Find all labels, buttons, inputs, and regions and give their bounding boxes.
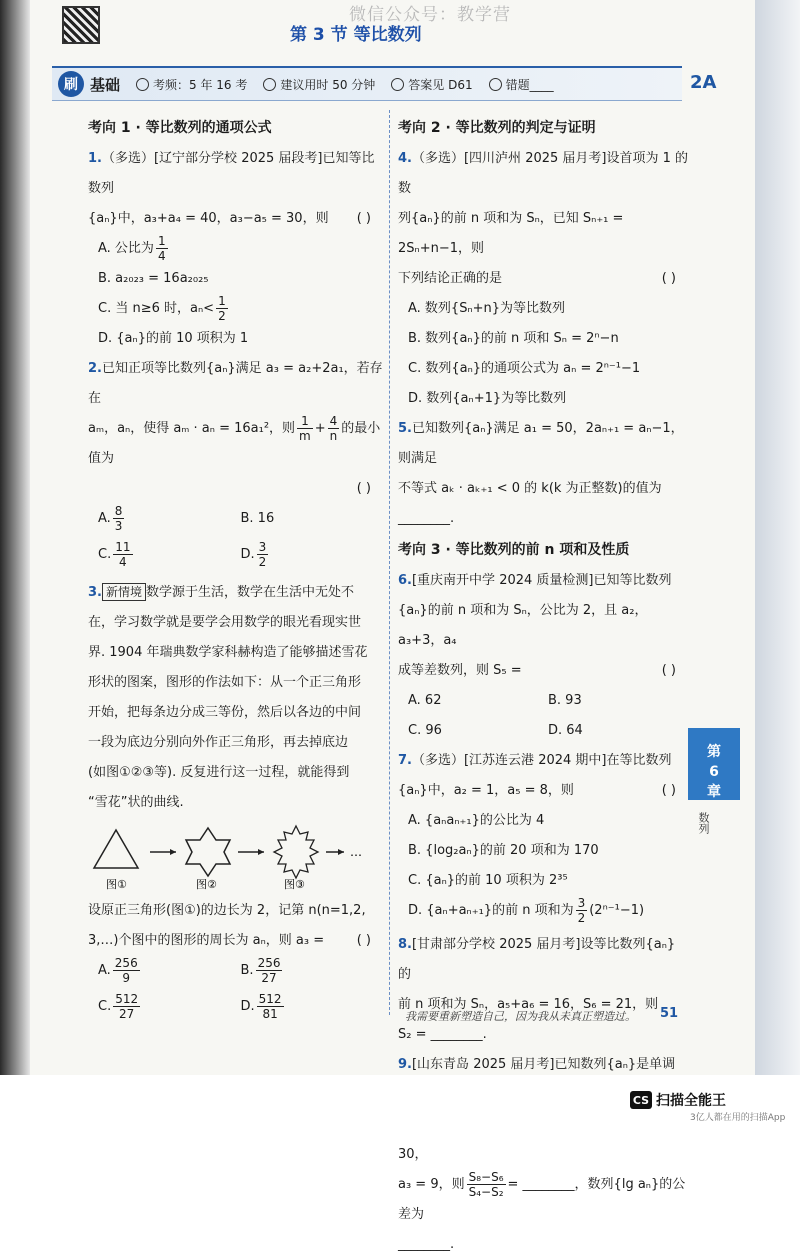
answer-paren: ( ): [356, 211, 371, 226]
option-b: B. {log₂aₙ}的前 20 项和为 170: [408, 843, 599, 858]
option-a: A. 公比为 $\frac{1}{4}$: [98, 234, 166, 263]
suggested-time: 建议用时 50 分钟: [263, 76, 375, 93]
question-text: 3,…)个图中的图形的周长为 aₙ，则 a₃ =: [88, 933, 325, 948]
arrow-head-icon: [170, 849, 176, 855]
question-3: 3. 新情境 数学源于生活，数学在生活中无处不 在，学习数学就是要学会用数学的眼光看现实世 界. 1904 年瑞典数学家科赫构造了能够描述雪花 形状的图案，图形的作法如下：从一个正三角形 开始，把每条边分成三等份，然后以各边的中间 一段为底边分别向外作正三角形，再去掉底边 (如图①②③等). 反复进行这一过程，就能得到 “雪花”状的曲线. … 图① 图② 图③ 设原正三角形(图①)的边长为 2，记第 n(n=1,2, 3,…)个图中的图形的周长为 aₙ，则 a₃ = ( ) A. $\frac{256}{9}$ B. $\frac{256}{27}$ C. $\frac{512}{27}$ D. $\frac{512}{81}$: [88, 578, 383, 1022]
option-c: C. {aₙ}的前 10 项积为 2³⁵: [408, 873, 568, 888]
watermark: 微信公众号：教学营: [349, 5, 511, 25]
question-stem: {aₙ}的前 n 项和为 Sₙ，公比为 2，且 a₂，a₃+3，a₄: [398, 603, 648, 648]
brand-logo: 2A: [690, 72, 717, 93]
topic-heading-1: 考向 1 · 等比数列的通项公式: [88, 120, 272, 136]
option-a: A. $\frac{8}{3}$: [98, 504, 123, 533]
option-b: B. $\frac{256}{27}$: [240, 956, 281, 985]
answer-paren: ( ): [661, 663, 676, 678]
question-7: 7.（多选）[江苏连云港 2024 期中]在等比数列 {aₙ}中，a₂ = 1，a₅ = 8，则 ( ) A. {aₙaₙ₊₁}的公比为 4 B. {log₂aₙ}的前 20 项和为 170 C. {aₙ}的前 10 项积为 2³⁵ D. {aₙ+aₙ₊₁}的前 n 项和为 $\frac{3}{2}$ (2ⁿ⁻¹−1): [398, 746, 688, 926]
arrow-head-icon: [258, 849, 264, 855]
level-label: 基础: [90, 75, 121, 94]
option-d: D. $\frac{3}{2}$: [240, 540, 267, 569]
question-number: 2.: [88, 361, 102, 376]
exercise-header: [52, 66, 682, 101]
option-d: D. 数列{aₙ+1}为等比数列: [408, 391, 567, 406]
topic-heading-3: 考向 3 · 等比数列的前 n 项和及性质: [398, 542, 630, 558]
page-edge: [755, 0, 800, 1075]
ellipsis-label: …: [350, 845, 362, 859]
question-number: 1.: [88, 151, 102, 166]
page-binding-shadow: [0, 0, 30, 1075]
chapter-subtitle: 数列: [697, 812, 710, 834]
answer-blank: ________.: [398, 511, 455, 526]
question-stem: 不等式 aₖ · aₖ₊₁ < 0 的 k(k 为正整数)的值为: [398, 481, 662, 496]
question-stem: （多选）[辽宁部分学校 2025 届段考]已知等比数列: [88, 151, 375, 196]
exam-frequency: 考频：5 年 16 考: [136, 76, 247, 93]
option-c: C. 96: [408, 723, 442, 738]
question-text: 开始，把每条边分成三等份，然后以各边的中间: [88, 705, 362, 720]
question-number: 6.: [398, 573, 412, 588]
chapter-tab: 第 6 章: [688, 728, 740, 800]
question-number: 7.: [398, 753, 412, 768]
fraction: $\frac{1}{4}$: [157, 234, 166, 263]
option-d: D. 64: [548, 723, 583, 738]
answer-paren: ( ): [661, 271, 676, 286]
footer-quote: 我需要重新塑造自己，因为我从未真正塑造过。: [405, 1010, 636, 1023]
koch-snowflake-figures: [88, 822, 383, 892]
option-b: B. 93: [548, 693, 582, 708]
question-6: 6.[重庆南开中学 2024 质量检测]已知等比数列 {aₙ}的前 n 项和为 Sₙ，公比为 2，且 a₂，a₃+3，a₄ 成等差数列，则 S₅ = ( ) A. 62 B. 93 C. 96 D. 64: [398, 566, 688, 746]
figure-1-label: 图①: [106, 878, 127, 891]
option-c: C. 当 n≥6 时，aₙ< $\frac{1}{2}$: [98, 294, 226, 323]
question-stem: 30，: [398, 1147, 428, 1162]
scanner-brand: [630, 1090, 726, 1110]
fraction: $\frac{\text{S₈−S₆}}{\text{S₄−S₂}}$: [468, 1170, 504, 1199]
question-text: (如图①②③等). 反复进行这一过程，就能得到: [88, 765, 350, 780]
answer-paren: ( ): [356, 481, 371, 496]
section-title: 第 3 节 等比数列: [290, 25, 422, 45]
scanner-name: 扫描全能王: [656, 1093, 726, 1109]
option-a: A. 数列{Sₙ+n}为等比数列: [408, 301, 566, 316]
question-5: 5.已知数列{aₙ}满足 a₁ = 50，2aₙ₊₁ = aₙ−1，则满足 不等式 aₖ · aₖ₊₁ < 0 的 k(k 为正整数)的值为 ________.: [398, 414, 688, 534]
question-stem: 列{aₙ}的前 n 项和为 Sₙ，已知 Sₙ₊₁ = 2Sₙ+n−1，则: [398, 211, 624, 256]
scanner-tagline: 3亿人都在用的扫描App: [690, 1113, 786, 1123]
option-c: C. $\frac{11}{4}$: [98, 540, 131, 569]
option-d: D. {aₙ}的前 10 项积为 1: [98, 331, 249, 346]
snowflake-figure: [274, 826, 318, 878]
option-a: A. 62: [408, 693, 442, 708]
star-figure: [186, 828, 230, 876]
option-a: A. $\frac{256}{9}$: [98, 956, 138, 985]
option-b: B. 16: [240, 511, 275, 526]
page-number: 51: [660, 1006, 679, 1021]
question-2: 2.已知正项等比数列{aₙ}满足 a₃ = a₂+2a₁，若存在 aₘ，aₙ，使得 aₘ · aₙ = 16a₁²，则 $\frac{1}{m}$ + $\frac{4}{n}$ 的最小值为 ( ) A. $\frac{8}{3}$ B. 16 C. $\frac{11}{4}$ D. $\frac{3}{2}$: [88, 361, 383, 569]
question-4: 4.（多选）[四川泸州 2025 届月考]设首项为 1 的数 列{aₙ}的前 n 项和为 Sₙ，已知 Sₙ₊₁ = 2Sₙ+n−1，则 下列结论正确的是 ( ) A. 数列{Sₙ+n}为等比数列 B. 数列{aₙ}的前 n 项和 Sₙ = 2ⁿ−n C. 数列{aₙ}的通项公式为 aₙ = 2ⁿ⁻¹−1 D. 数列{aₙ+1}为等比数列: [398, 144, 688, 414]
wrong-count: 错题____: [489, 76, 554, 93]
option-c: C. 数列{aₙ}的通项公式为 aₙ = 2ⁿ⁻¹−1: [408, 361, 641, 376]
fraction: $\frac{1}{m}$: [299, 414, 311, 443]
question-text: 一段为底边分别向外作正三角形，再去掉底边: [88, 735, 349, 750]
question-number: 3.: [88, 585, 102, 600]
figure-2-label: 图②: [196, 878, 217, 891]
question-number: 5.: [398, 421, 412, 436]
question-9: 9.[山东青岛 2025 届月考]已知数列{aₙ}是单调 30， a₃ = 9，则 $\frac{\text{S₈−S₆}}{\text{S₄−S₂}}$ = ________，数列{lg aₙ}的公差为 ________.: [398, 1050, 688, 1260]
new-context-tag: 新情境: [102, 583, 146, 601]
option-d: D. $\frac{512}{81}$: [240, 992, 282, 1021]
option-c: C. $\frac{512}{27}$: [98, 992, 139, 1021]
koch-figure-svg: [88, 822, 378, 892]
question-8: 8.[甘肃部分学校 2025 届月考]设等比数列{aₙ}的 前 n 项和为 Sₙ，a₅+a₆ = 16，S₆ = 21，则 S₂ = ________.: [398, 930, 688, 1050]
qr-code-icon: [62, 6, 100, 44]
question-text: 在，学习数学就是要学会用数学的眼光看现实世: [88, 615, 362, 630]
question-stem: 前 n 项和为 Sₙ，a₅+a₆ = 16，S₆ = 21，则: [398, 997, 659, 1012]
option-d: D. {aₙ+aₙ₊₁}的前 n 项和为 $\frac{3}{2}$ (2ⁿ⁻¹−1): [408, 896, 645, 925]
triangle-figure: [94, 830, 138, 868]
question-text: 界. 1904 年瑞典数学家科赫构造了能够描述雪花: [88, 645, 368, 660]
shua-badge: 刷: [58, 71, 84, 97]
question-text: 形状的图案，图形的作法如下：从一个正三角形: [88, 675, 362, 690]
answer-blank: ________.: [398, 1237, 455, 1252]
question-1: [88, 144, 383, 354]
question-number: 8.: [398, 937, 412, 952]
note-icon: [489, 78, 502, 91]
clock-icon: [136, 78, 149, 91]
timer-icon: [263, 78, 276, 91]
question-text: “雪花”状的曲线.: [88, 795, 184, 810]
answer-paren: ( ): [356, 933, 371, 948]
fraction: $\frac{4}{n}$: [329, 414, 338, 443]
question-stem: 已知正项等比数列{aₙ}满足 a₃ = a₂+2a₁，若存在: [88, 361, 383, 406]
option-a: A. {aₙaₙ₊₁}的公比为 4: [408, 813, 545, 828]
left-column: [88, 112, 383, 1022]
book-icon: [391, 78, 404, 91]
option-b: B. a₂₀₂₃ = 16a₂₀₂₅: [98, 271, 209, 286]
column-divider: [389, 110, 390, 1015]
answer-reference: 答案见 D61: [391, 76, 472, 93]
question-text: 设原正三角形(图①)的边长为 2，记第 n(n=1,2,: [88, 903, 366, 918]
answer-blank: S₂ = ________.: [398, 1027, 487, 1042]
question-number: 4.: [398, 151, 412, 166]
camscanner-icon: CS: [630, 1091, 652, 1109]
question-stem: {aₙ}中，a₃+a₄ = 40，a₃−a₅ = 30，则: [88, 211, 329, 226]
fraction: $\frac{1}{2}$: [218, 294, 226, 323]
figure-3-label: 图③: [284, 878, 305, 891]
option-b: B. 数列{aₙ}的前 n 项和 Sₙ = 2ⁿ−n: [408, 331, 619, 346]
question-number: 9.: [398, 1057, 412, 1072]
topic-heading-2: 考向 2 · 等比数列的判定与证明: [398, 120, 596, 136]
answer-paren: ( ): [661, 783, 676, 798]
arrow-head-icon: [338, 849, 344, 855]
